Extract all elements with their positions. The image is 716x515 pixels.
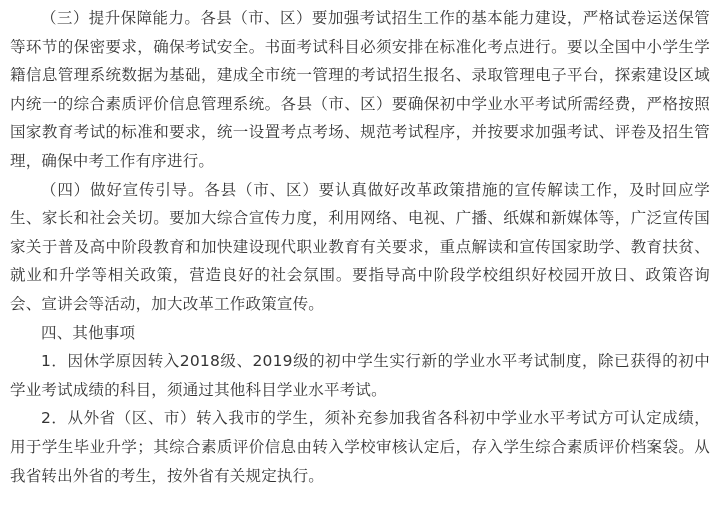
item-1-suspended-students: 1．因休学原因转入2018级、2019级的初中学生实行新的学业水平考试制度，除已获得的初中学业考试成绩的科目，须通过其他科目学业水平考试。 (10, 352, 710, 399)
paragraph-publicity-guidance: （四）做好宣传引导。各县（市、区）要认真做好改革政策措施的宣传解读工作，及时回应学生、家长和社会关切。要加大综合宣传力度，利用网络、电视、广播、纸媒和新媒体等，广泛宣传国家关于普及高中阶段教育和加快建设现代职业教育有关要求，重点解读和宣传国家助学、教育扶贫、就业和升学等相关政策，营造良好的社会氛围。要指导高中阶段学校组织好校园开放日、政策咨询会、宣讲会等活动，加大改革工作政策宣传。 (10, 180, 710, 313)
item-2-transfer-students: 2．从外省（区、市）转入我市的学生，须补充参加我省各科初中学业水平考试方可认定成绩，用于学生毕业升学；其综合素质评价信息由转入学校审核认定后，存入学生综合素质评价档案袋。从我省转出外省的考生，按外省有关规定执行。 (10, 409, 710, 485)
paragraph-improve-support: （三）提升保障能力。各县（市、区）要加强考试招生工作的基本能力建设，严格试卷运送保管等环节的保密要求，确保考试安全。书面考试科目必须安排在标准化考点进行。要以全国中小学生学籍信息管理系统数据为基础，建成全市统一管理的考试招生报名、录取管理电子平台，探索建设区域内统一的综合素质评价信息管理系统。各县（市、区）要确保初中学业水平考试所需经费，严格按照国家教育考试的标准和要求，统一设置考点考场、规范考试程序，并按要求加强考试、评卷及招生管理，确保中考工作有序进行。 (10, 9, 710, 170)
section-heading-other-matters: 四、其他事项 (41, 323, 136, 342)
